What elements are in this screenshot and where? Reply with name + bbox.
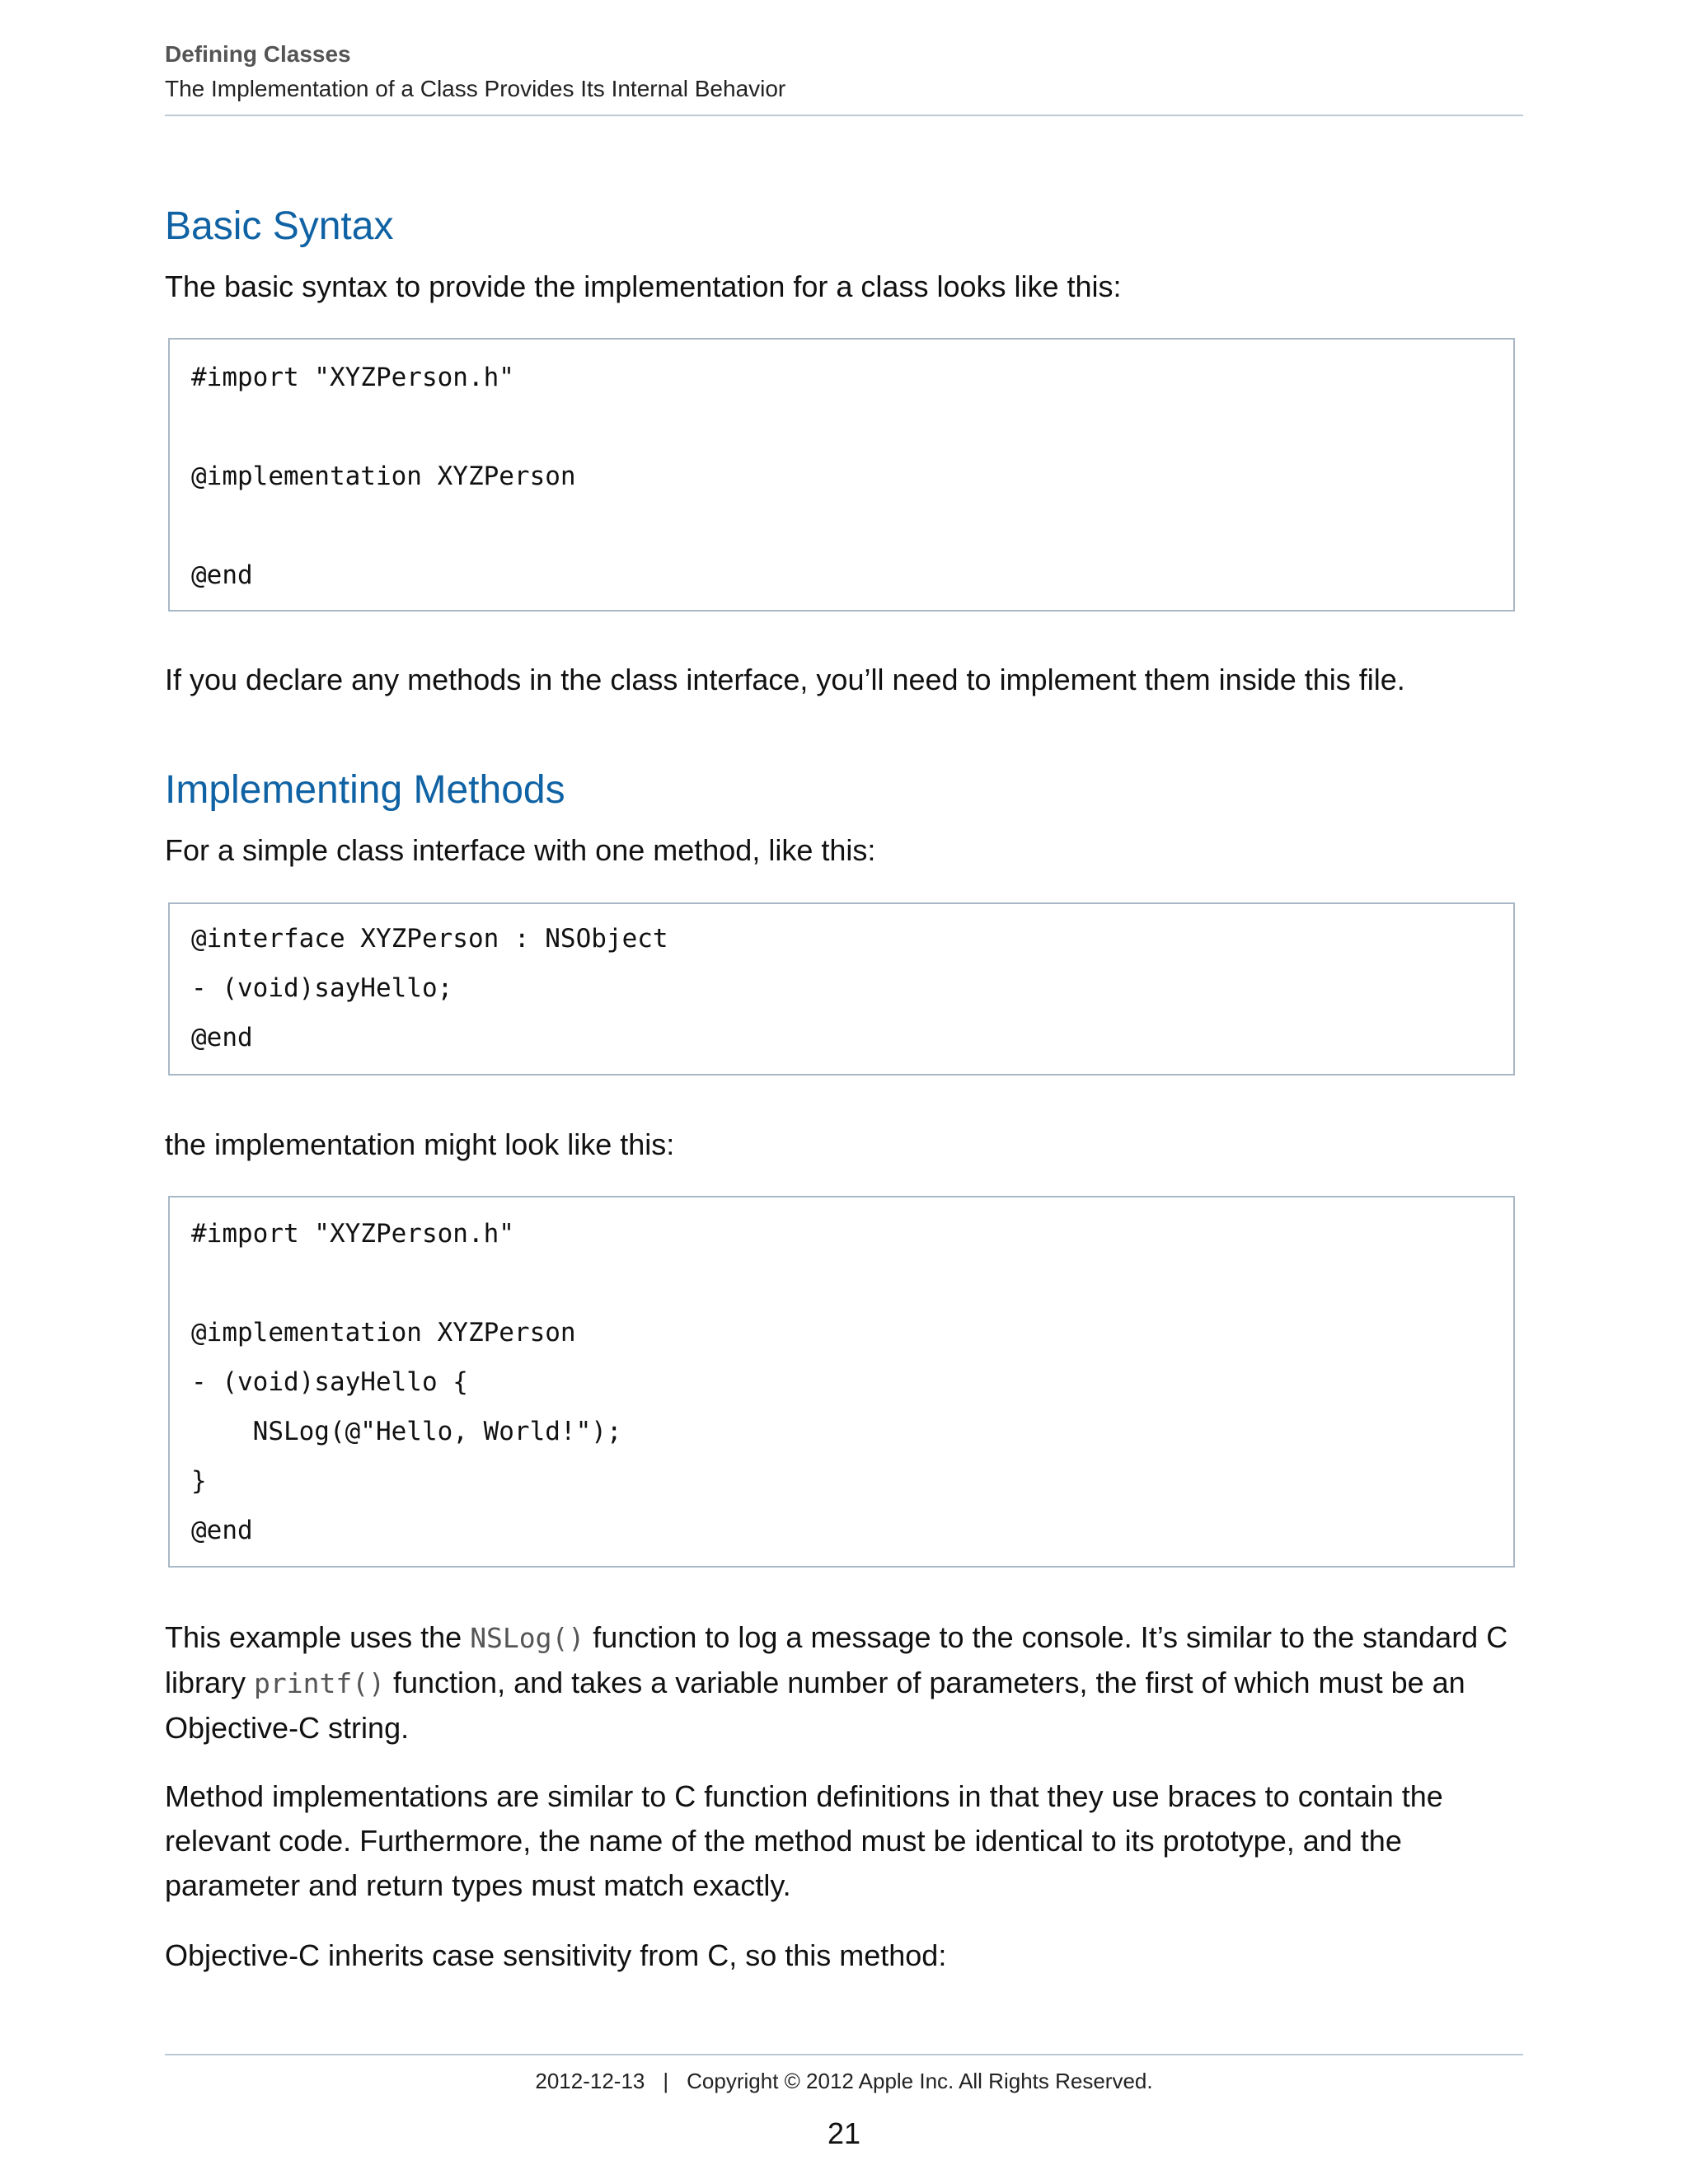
implementing-methods-intro: For a simple class interface with one method, like this: [165, 833, 876, 867]
code-block-basic-implementation [168, 338, 1515, 612]
footer-copyright-line [0, 2066, 1688, 2096]
footer-date: 2012-12-13 [535, 2069, 645, 2093]
header-divider [165, 115, 1523, 116]
code-line: #import "XYZPerson.h" [191, 363, 514, 392]
nslog-paragraph [165, 1615, 1533, 1750]
heading-basic-syntax: Basic Syntax [165, 204, 394, 248]
inline-code-nslog: NSLog() [470, 1622, 585, 1654]
code-line: @implementation XYZPerson [191, 1318, 576, 1347]
running-header-section: The Implementation of a Class Provides Its Internal Behavior [165, 76, 786, 101]
case-sensitivity-paragraph: Objective-C inherits case sensitivity from C, so this method: [165, 1938, 947, 1972]
footer-divider [165, 2054, 1523, 2055]
code-block-implementation [168, 1196, 1515, 1568]
page-number: 21 [827, 2116, 861, 2150]
code-block-interface [168, 902, 1515, 1076]
code-line: #import "XYZPerson.h" [191, 1219, 514, 1249]
code-line: @end [191, 560, 253, 590]
code-line: @end [191, 1516, 253, 1545]
basic-syntax-note: If you declare any methods in the class interface, you’ll need to implement them inside this file. [165, 663, 1405, 696]
inline-code-printf: printf() [254, 1667, 385, 1699]
heading-implementing-methods: Implementing Methods [165, 768, 565, 812]
nslog-text-part: function, and takes a variable number of parameters, the first of which must be an Objective-C string. [165, 1666, 1465, 1745]
method-implementation-paragraph: Method implementations are similar to C function definitions in that they use braces to contain the relevant code. Furthermore, the name of the method must be identical to its prototype, and the parameter and return types must match exactly. [165, 1779, 1443, 1902]
code-line: - (void)sayHello; [191, 973, 453, 1003]
nslog-text-part: function to log a message to the console. It’s similar to the standard C library [165, 1620, 1508, 1699]
code-line: @interface XYZPerson : NSObject [191, 924, 668, 954]
running-header-chapter: Defining Classes [165, 41, 351, 67]
footer-separator: | [663, 2069, 669, 2093]
code-line: } [191, 1466, 207, 1496]
code-line: NSLog(@"Hello, World!"); [191, 1417, 622, 1446]
nslog-text-part: This example uses the [165, 1620, 471, 1654]
code-line: @end [191, 1023, 253, 1052]
code-line: - (void)sayHello { [191, 1367, 468, 1397]
footer-copyright: Copyright © 2012 Apple Inc. All Rights Reserved. [687, 2069, 1153, 2093]
implementation-intro: the implementation might look like this: [165, 1127, 675, 1161]
basic-syntax-intro: The basic syntax to provide the implementation for a class looks like this: [165, 269, 1122, 303]
code-line: @implementation XYZPerson [191, 462, 576, 491]
